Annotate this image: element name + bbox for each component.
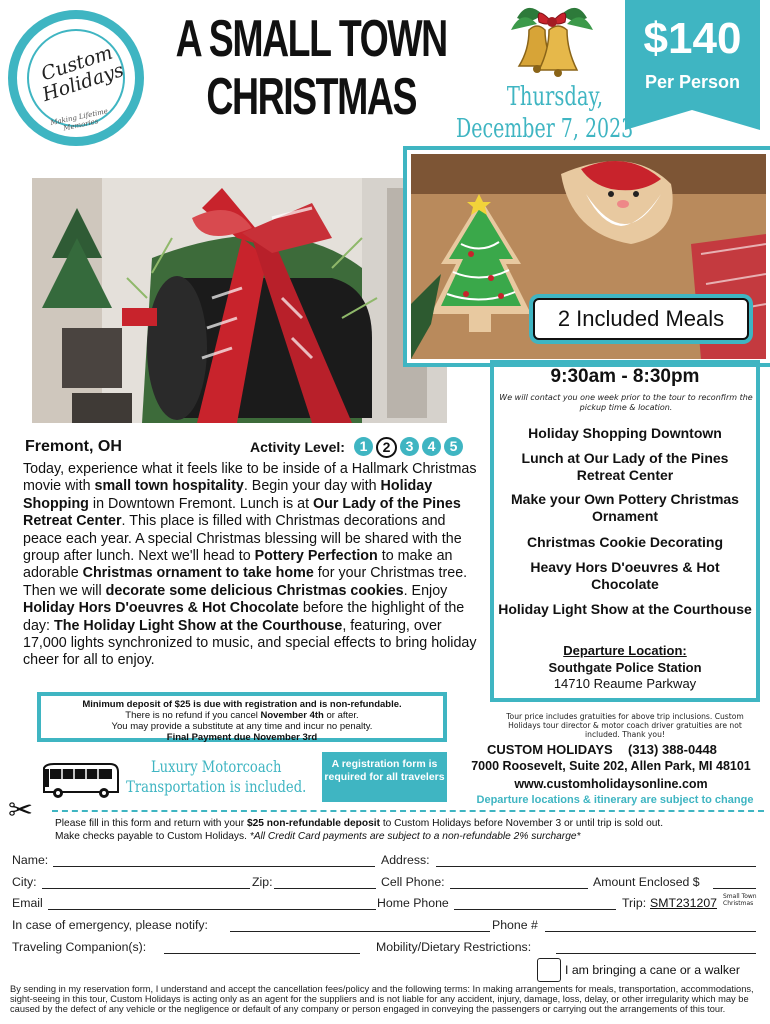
- mailbox-bow-photo: [32, 178, 447, 423]
- activity-level-2-selected: 2: [376, 437, 397, 458]
- motorcoach-bus-icon: [40, 760, 120, 800]
- cane-walker-label: I am bringing a cane or a walker: [565, 963, 740, 977]
- refund-text: There is no refund if you cancel: [125, 710, 261, 721]
- desc-text: . This place is filled with Christmas decorations and peace each year. A special Christmas blessing will be shared with the group after lunch. Next we'll head to: [23, 513, 462, 565]
- departure-name: Southgate Police Station: [548, 660, 702, 675]
- companions-label: Traveling Companion(s):: [12, 940, 147, 954]
- transportation-note: Luxury Motorcoach Transportation is included.: [126, 757, 307, 796]
- desc-text: , featuring, over 17,000 lights synchronized to music, and special effects to bring holiday cheer for all to enjoy.: [23, 617, 477, 669]
- refund-date: November 4th: [260, 710, 324, 721]
- emergency-contact-field[interactable]: [230, 931, 490, 932]
- instr-text: Make checks payable to Custom Holidays.: [55, 830, 250, 842]
- desc-highlight: The Holiday Light Show at the Courthouse: [54, 617, 343, 634]
- instr-deposit: $25 non-refundable deposit: [246, 818, 380, 829]
- desc-highlight: Pottery Perfection: [254, 548, 378, 565]
- amount-enclosed-label: Amount Enclosed $: [593, 875, 700, 889]
- desc-highlight: small town hospitality: [94, 478, 244, 495]
- price-banner: [625, 0, 760, 110]
- companions-field[interactable]: [164, 953, 360, 954]
- desc-highlight: Our Lady of the Pines Retreat Center: [23, 495, 461, 530]
- desc-text: before the highlight of the day:: [23, 600, 465, 634]
- company-phone[interactable]: (313) 388-0448: [628, 742, 717, 757]
- activity-level-5: 5: [444, 437, 463, 456]
- itinerary-item: Heavy Hors D'oeuvres & Hot Chocolate: [530, 559, 720, 592]
- desc-text: Today, experience what it feels like to be inside of a Hallmark Christmas movie with: [23, 461, 477, 495]
- activity-level-3: 3: [400, 437, 419, 456]
- refund-line: [41, 710, 443, 721]
- itinerary-item: Make your Own Pottery Christmas Ornament: [511, 491, 739, 524]
- desc-highlight: Christmas ornament to take home: [82, 565, 314, 582]
- cut-line: [52, 810, 764, 812]
- zip-label: Zip:: [252, 875, 273, 889]
- form-instructions: [55, 818, 767, 843]
- emergency-phone-field[interactable]: [545, 931, 756, 932]
- emergency-phone-label: Phone #: [492, 918, 538, 932]
- page-title: [160, 10, 462, 126]
- home-phone-field[interactable]: [454, 909, 616, 910]
- mobility-label: Mobility/Dietary Restrictions:: [376, 940, 532, 954]
- emergency-contact-label: In case of emergency, please notify:: [12, 918, 208, 932]
- tour-times: 9:30am - 8:30pm: [550, 366, 700, 387]
- tour-weekday: Thursday,: [506, 82, 604, 112]
- title-line-2: CHRISTMAS: [206, 68, 416, 126]
- deposit-line: Minimum deposit of $25 is due with registration and is non-refundable.: [82, 699, 402, 710]
- company-website[interactable]: www.customholidaysonline.com: [514, 777, 708, 791]
- desc-text: for your Christmas tree. Then we will: [23, 565, 468, 599]
- desc-highlight: Holiday Hors D'oeuvres & Hot Chocolate: [23, 600, 299, 617]
- zip-field[interactable]: [274, 888, 376, 889]
- desc-text: . Enjoy: [403, 582, 448, 599]
- email-field[interactable]: [48, 909, 376, 910]
- form-instructions-line-1: [55, 818, 767, 831]
- deposit-policy-box: [37, 692, 447, 742]
- tour-date: December 7, 2023: [456, 114, 634, 144]
- desc-text: to make an adorable: [23, 548, 453, 582]
- tour-description: [23, 461, 478, 670]
- christmas-bells-icon: [497, 0, 607, 80]
- price-amount: $140: [643, 14, 742, 63]
- terms-and-conditions: By sending in my reservation form, I understand and accept the cancellation fees/policy and the following terms: In making arrangements for meals, transportation, accommodations, sight-seeing in this tour, Custom Holidays is acting only as an agent for the suppliers and is not liable for any accident, injury, damage, loss, delay, or other irregularity which may be caused by the defect of any vehicle or the negligence or default of any company or person engaged in conveying the passengers or carrying out the arrangements of this tour.: [10, 984, 754, 1014]
- name-label: Name:: [12, 853, 49, 867]
- instr-text: to Custom Holidays before November 3 or until trip is sold out.: [379, 818, 664, 829]
- substitute-line: You may provide a substitute at any time and incur no penalty.: [111, 721, 373, 732]
- itinerary-item: Lunch at Our Lady of the Pines Retreat Center: [521, 450, 729, 483]
- mobility-field[interactable]: [556, 953, 756, 954]
- activity-level-4: 4: [422, 437, 441, 456]
- scissors-icon: ✂: [8, 793, 34, 828]
- home-phone-label: Home Phone: [377, 896, 449, 910]
- address-field[interactable]: [436, 866, 756, 867]
- cane-walker-checkbox[interactable]: [537, 958, 561, 982]
- cell-phone-label: Cell Phone:: [381, 875, 445, 889]
- logo-tagline: Making Lifetime Memories: [49, 107, 109, 133]
- address-label: Address:: [381, 853, 430, 867]
- cell-phone-field[interactable]: [450, 888, 588, 889]
- departure-heading: Departure Location:: [563, 643, 687, 658]
- activity-level-1: 1: [354, 437, 373, 456]
- instr-text: Please fill in this form and return with your: [55, 818, 247, 829]
- departure-address: 14710 Reaume Parkway: [553, 676, 697, 691]
- trip-code: SMT231207: [650, 896, 717, 910]
- email-label: Email: [12, 896, 43, 910]
- itinerary-item: Holiday Light Show at the Courthouse: [498, 601, 752, 617]
- included-meals-badge: 2 Included Meals: [533, 298, 749, 340]
- registration-required-note: A registration form is required for all travelers: [322, 752, 447, 802]
- company-address: 7000 Roosevelt, Suite 202, Allen Park, MI 48101: [471, 759, 751, 773]
- desc-text: . Begin your day with: [243, 478, 381, 495]
- itinerary-item: Holiday Shopping Downtown: [528, 425, 722, 441]
- gratuity-note: Tour price includes gratuities for above trip inclusions. Custom Holidays tour director & motor coach driver gratuities are not included. Thank you!: [506, 712, 744, 739]
- tour-location: Fremont, OH: [25, 438, 122, 455]
- logo-wordmark: Custom Holidays: [38, 41, 127, 106]
- final-payment-line: Final Payment due November 3rd: [166, 732, 318, 743]
- desc-highlight: Holiday Shopping: [23, 478, 433, 512]
- instr-surcharge: *All Credit Card payments are subject to a non-refundable 2% surcharge*: [249, 830, 581, 842]
- title-line-1: A SMALL TOWN: [175, 10, 447, 68]
- desc-text: in Downtown Fremont. Lunch is at: [88, 495, 314, 512]
- city-field[interactable]: [42, 888, 250, 889]
- refund-text: or after.: [323, 710, 359, 721]
- price-per-person: Per Person: [644, 72, 741, 92]
- itinerary-item: Christmas Cookie Decorating: [526, 534, 724, 550]
- form-instructions-line-2: [55, 831, 767, 844]
- itinerary-disclaimer: Departure locations & itinerary are subject to change: [476, 794, 754, 806]
- activity-level-label: Activity Level:: [250, 439, 345, 455]
- trip-label: Trip:: [622, 896, 647, 910]
- pickup-contact-note: We will contact you one week prior to the tour to reconfirm the pickup time & location.: [499, 393, 753, 412]
- desc-highlight: decorate some delicious Christmas cookies: [105, 582, 404, 599]
- custom-holidays-logo: [8, 10, 144, 146]
- trip-name-small: Small Town Christmas: [723, 893, 757, 907]
- city-label: City:: [12, 875, 37, 889]
- amount-enclosed-field[interactable]: [713, 888, 756, 889]
- company-name: CUSTOM HOLIDAYS: [487, 742, 613, 757]
- name-field[interactable]: [53, 866, 375, 867]
